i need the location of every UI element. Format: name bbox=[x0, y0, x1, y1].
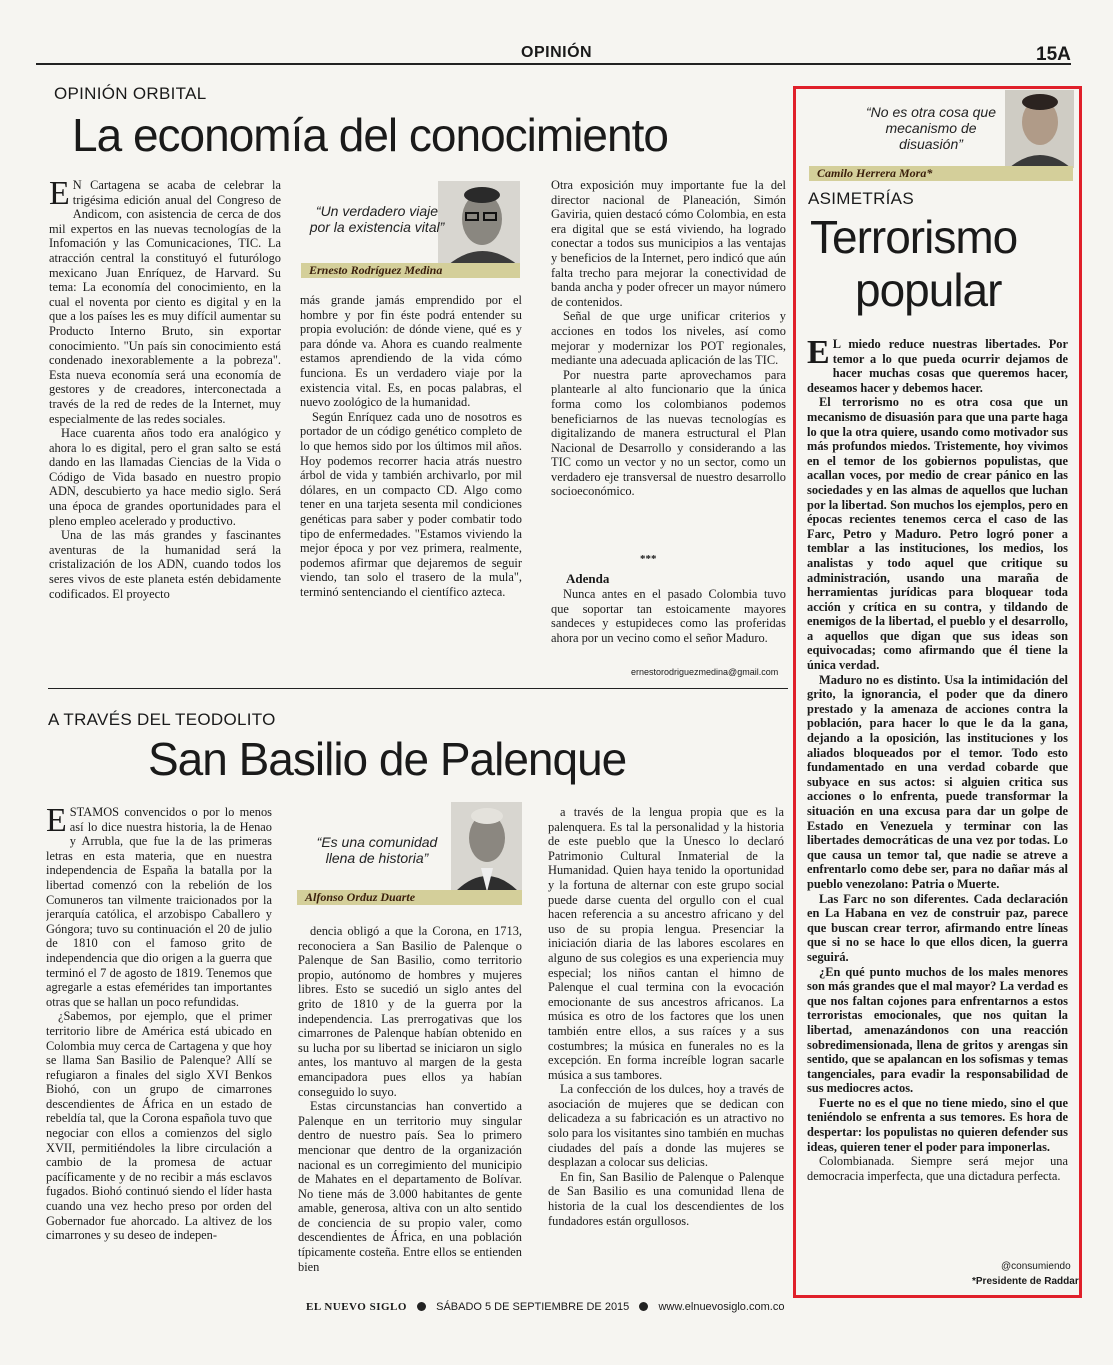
twitter-handle[interactable]: @consumiendo bbox=[1001, 1261, 1071, 1272]
article3-title-line1: Terrorismo bbox=[810, 211, 1018, 263]
footer-url[interactable]: www.elnuevosiglo.com.co bbox=[658, 1301, 785, 1313]
adenda-text: Nunca antes en el pasado Colombia tuvo que soportar tan estoicamente mayores sandeces y estupideces como las proferidas ahora por un vecino como el señor Maduro. bbox=[551, 587, 786, 645]
article3-body-paragraph: Fuerte no es el que no tiene miedo, sino el que teniéndolo se enfrenta a sus temores. Es hora de despertar: los populistas no quieren defender sus ideas, quieren tener el poder para imponerlas. bbox=[807, 1095, 1068, 1154]
article3-quote-box bbox=[809, 90, 1074, 182]
article-separator bbox=[48, 688, 788, 689]
article1-column-2-paragraph: más grande jamás emprendido por el hombre y por fin éste podrá entender su propia evolución: de dónde viene, qué es y para dónde va. Ahora es cuando realmente estamos aprendiendo de la vida cómo funciona. Es un verdadero viaje por la existencia vital. Es, en pocas palabras, el nuevo zoológico de la humanidad. bbox=[300, 293, 522, 410]
article1-kicker: OPINIÓN ORBITAL bbox=[54, 84, 207, 103]
author-footnote: *Presidente de Raddar bbox=[972, 1276, 1079, 1287]
article2-quote: “Es una comunidad llena de historia” bbox=[316, 834, 438, 866]
article3-body-paragraph: Colombianada. Siempre será mejor una democracia imperfecta, que una dictadura perfecta. bbox=[807, 1154, 1068, 1183]
article1-column-2 bbox=[300, 293, 522, 678]
article2-column-3-paragraph: a través de la lengua propia que es la palenquera. Es tal la personalidad y la historia de este pueblo que la Unesco lo declaró Patrimonio Cultural Inmaterial de la Humanidad. Quien haya tenido la oportunidad y la fortuna de alternar con este grupo social puede darse cuenta del orgullo con el cual hacen referencia a su ancestro africano y del uso de su propia lengua. Presenciar la iniciación diaria de las labores escolares en alguno de sus colegios es una experiencia muy especial; los niños cantan el himno de Palenque el cual termina con la evocación emocionante de sus ancestros africanos. La música es otro de los factores que los unen también entre ellos, a sus raíces y a sus costumbres; la música en funerales no es la excepción. En forma increíble logran sacarle música a sus tambores. bbox=[548, 805, 784, 1082]
article1-quote: “Un verdadero viaje por la existencia vital” bbox=[309, 203, 445, 235]
bullet-dot-icon bbox=[639, 1302, 648, 1311]
article3-kicker: ASIMETRÍAS bbox=[808, 189, 914, 208]
article3-body-paragraph: El terrorismo no es otra cosa que un mecanismo de disuasión para que una parte haga lo que la otra quiere, usando como motivador sus más profundos miedos. Tristemente, hoy vivimos en el temor de los gobiernos populistas, que acallan voces, por medio de crear pánico en las sociedades y en las almas de aquellos que luchan por la libertad. Son muchos los ejemplos, pero en épocas recientes tenemos cerca el caso de las Farc, Petro y Maduro. Petro logró poner a temblar a las instituciones, los medios, los analistas y todo aquel que critique su administración, usando una maraña de herramientas jurídicas para bloquear toda acción y crítica en su contra, y tildando de enemigos de la libertad, el pueblo y el desarrollo, a aquellos que digan que sus ideas son equivocadas; como afirmando que él tiene la única verdad. bbox=[807, 395, 1068, 673]
article3-body-paragraph: ¿En qué punto muchos de los males menores son más grandes que el mal mayor? La verdad es que nos faltan cojones para enfrentarnos a estos terroristas emocionales, que nos quitan la libertad, amenazándonos con una reacción sobredimensionada, llena de gritos y arengas sin sentido, que se apalancan en los sofismas y temas tangenciales, para evadir la responsabilidad de sus mediocres actos. bbox=[807, 964, 1068, 1096]
article2-title: San Basilio de Palenque bbox=[148, 733, 627, 785]
drop-cap: E bbox=[46, 805, 67, 839]
author-email[interactable]: ernestorodriguezmedina@gmail.com bbox=[631, 667, 779, 677]
article2-column-1-paragraph: ESTAMOS convencidos o por lo menos así lo dice nuestra historia, la de Henao y Arrubla, que fue la de las primeras letras en esta materia, que en nuestra independencia de España la batalla por la libertad comenzó con la rebelión de los Comuneros tan vilmente traicionados por la jerarquía católica, el arzobispo Caballero y Góngora; tuvo su continuación el 20 de julio de 1810 con el famoso grito de independencia que dio origen a la guerra que terminó el 7 de agosto de 1819. Tenemos que agregarle a estas efemérides tan importantes otras que se hallan un poco refundidas. bbox=[46, 805, 272, 1009]
article1-column-3-paragraph: Señal de que urge unificar criterios y acciones en todos los niveles, así como mejorar y modernizar los POT regionales, mediante una adecuada aplicación de las TIC. bbox=[551, 309, 786, 368]
article3-title-line2: popular bbox=[855, 264, 1002, 316]
article3-body-paragraph: Las Farc no son diferentes. Cada declaración en La Habana en vez de construir paz, parece que buscan crear terror, afirmando entre líneas que si no se hace lo que ellos dicen, la guerra seguirá. bbox=[807, 891, 1068, 964]
author-portrait bbox=[1005, 90, 1074, 168]
page-number: 15A bbox=[1036, 44, 1071, 65]
article2-column-2-paragraph: dencia obligó a que la Corona, en 1713, reconociera a San Basilio de Palenque o Palenque de San Basilio, como territorio propio, autónomo de hombres y mujeres libres. Esto se sucedió un siglo antes del grito de 1810 y de la guerra por la independencia. Las prerrogativas que los cimarrones de Palenque habían obtenido en su lucha por su libertad se iniciaron un siglo antes, los mantuvo al margen de la gesta emancipadora pues ellos ya habían conseguido lo suyo. bbox=[298, 924, 522, 1099]
article1-title: La economía del conocimiento bbox=[72, 109, 668, 161]
article1-column-1-paragraph: E N Cartagena se acaba de celebrar la trigésima edición anual del Congreso de Andicom, con asistencia de cerca de dos mil expertos en las nuevas tecnologías de la Infomación y las Comunicaciones, TIC. La atracción central la constituyó el futurólogo mexicano Juan Enríquez, de Harvard. Su tema: La economía del conocimiento, en la cual el noventa por ciento es digital y en la que a los países les es muy difícil aumentar su Producto Interno Bruto, sin exportar conocimiento. "Un país sin conocimiento está condenado inexorablemente a la pobreza". Esta nueva economía será una economía de gestores y de creadores, interconectada a través de la red de redes de la Internet, muy especialmente de las redes sociales. bbox=[49, 178, 281, 426]
header-rule bbox=[36, 63, 1071, 65]
section-label: OPINIÓN bbox=[521, 44, 593, 61]
article1-column-1 bbox=[49, 178, 281, 678]
article2-column-2-paragraph: Estas circunstancias han convertido a Palenque en un territorio muy singular dentro de nuestro país. Sea lo primero mencionar que dentro de la organización nacional es un corregimiento del municipio de Mahates en el departamento de Bolívar. No tiene más de 3.000 habitantes de gente amable, generosa, altiva con un alto sentido de conciencia de su propio valer, como descendientes de África, en una población típicamente costeña. Entre ellos se entienden bien bbox=[298, 1099, 522, 1274]
article1-column-3-paragraph: Otra exposición muy importante fue la del director nacional de Planeación, Simón Gaviria, quien destacó cómo Colombia, en esta era digital que se está viviendo, ha logrado conectar a todos sus municipios a las ventajas y beneficios de la Internet, pero indicó que aún falta trecho para mejorar la conectividad de banda ancha y poder ofrecer un mayor número de contenidos. bbox=[551, 178, 786, 309]
article3-body bbox=[807, 337, 1068, 1259]
article2-author: Alfonso Orduz Duarte bbox=[297, 890, 522, 905]
drop-cap: E bbox=[49, 178, 70, 212]
article2-column-1 bbox=[46, 805, 272, 1290]
footer-brand: EL NUEVO SIGLO bbox=[306, 1301, 407, 1313]
article3-body-paragraph: E L miedo reduce nuestras libertades. Por temor a lo que pueda ocurrir dejamos de hacer muchas cosas que queremos hacer, deseamos hacer y debemos hacer. bbox=[807, 337, 1068, 395]
author-portrait bbox=[438, 181, 520, 265]
article2-kicker: A TRAVÉS DEL TEODOLITO bbox=[48, 710, 276, 729]
article2-column-3 bbox=[548, 805, 784, 1290]
article2-column-1-paragraph: ¿Sabemos, por ejemplo, que el primer territorio libre de América está ubicado en Colombia muy cerca de Cartagena y que hoy se llama San Basilio de Palenque? Allí se refugiaron a finales del siglo XVI Benkos Biohó, con un grupo de cimarrones descendientes de África en un estado de rebeldía tal, que la Corona española tuvo que negociar con ellos a comienzos del siglo XVII, permitiéndoles la libre circulación a cambio de la promesa de actuar pacíficamente y de no recibir a más esclavos fugados. Biohó continuó siendo el líder hasta cuando una vez hecho preso por orden del Gobernador fue ahorcado. La altivez de los cimarrones y su deseo de indepen- bbox=[46, 1009, 272, 1243]
article3-body-paragraph: Maduro no es distinto. Usa la intimidación del grito, la ignorancia, el poder que da dinero prestado y la amenaza de acciones contra la población, para hacer lo que le da la gana, dejando a la oposición, las instituciones y los aliados bloqueados por el temor. Todo esto fundamentado en una verdad cobarde que subyace en sus actos: si alguien critica sus acciones o lo enfrenta, puede transformar la situación en una excusa para dar un golpe de Estado en Venezuela y terminar con las libertades democráticas de una vez por todas. Lo que causa un temor tal, que nadie se atreve a enfrentarlo como debe ser, para no dañar más al pueblo venezolano: Patria o Muerte. bbox=[807, 672, 1068, 891]
article1-column-1-paragraph: Una de las más grandes y fascinantes aventuras de la humanidad será la cristalización de los ADN, cuando todos los seres vivos de este planeta estén debidamente codificados. El proyecto bbox=[49, 528, 281, 601]
article1-author: Ernesto Rodríguez Medina bbox=[301, 263, 520, 278]
bullet-dot-icon bbox=[417, 1302, 426, 1311]
article1-column-3 bbox=[551, 178, 786, 571]
author-portrait bbox=[451, 802, 522, 892]
article1-column-3-paragraph: Por nuestra parte aprovechamos para plantearle al alto funcionario que la única forma como los colombianos podemos beneficiarnos de las nuevas tecnologías es digitalizando de manera estructural el Plan Nacional de Desarrollo y considerando a las TIC como un vector y no un sector, como un verdadero eje transversal de nuestro desarrollo socioeconómico. bbox=[551, 367, 786, 499]
drop-cap: E bbox=[807, 337, 830, 371]
adenda-title: Adenda bbox=[566, 571, 610, 586]
article3-quote: “No es otra cosa que mecanismo de disuasión” bbox=[866, 104, 996, 152]
article1-quote-box bbox=[301, 181, 520, 278]
stars-separator: *** bbox=[640, 553, 657, 565]
article2-column-2 bbox=[298, 924, 522, 1290]
article2-column-3-paragraph: La confección de los dulces, hoy a través de asociación de mujeres que se dedican con delicadeza a su fabricación es un atractivo no solo para los visitantes sino también en muchas ciudades del país a donde las mujeres se desplazan a colocar sus delicias. bbox=[548, 1082, 784, 1170]
article2-quote-box bbox=[297, 802, 522, 907]
article2-column-3-paragraph: En fin, San Basilio de Palenque o Palenque de San Basilio es una comunidad llena de historia de la cual los descendientes de los fundadores están orgullosos. bbox=[548, 1169, 784, 1228]
article1-column-1-paragraph: Hace cuarenta años todo era analógico y ahora lo es digital, pero el gran salto se está dando en las llamadas Ciencias de la Vida o Código de Vida basado en nuestro propio ADN, descubierto ya hace medio siglo. Será una época de grandes oportunidades para el pleno empleo acelerado y productivo. bbox=[49, 426, 281, 528]
article3-author: Camilo Herrera Mora* bbox=[809, 166, 1073, 181]
footer-date: SÁBADO 5 DE SEPTIEMBRE DE 2015 bbox=[436, 1301, 630, 1313]
article1-column-2-paragraph: Según Enríquez cada uno de nosotros es portador de un código genético completo de lo que hemos sido por los últimos mil años. Hoy podemos recorrer hacia atrás nuestro árbol de vida y también archivarlo, por mil dólares, en un compacto CD. Algo como tener en una tarjeta sesenta mil condiciones genéticas para saber y poder combatir todo tipo de enfermedades. "Estamos viviendo la mejor época y por vez primera, realmente, podemos afirmar que dejaremos de seguir viendo, tan solo el trasero de la mula", terminó sentenciando el científico azteca. bbox=[300, 409, 522, 599]
footer bbox=[306, 1295, 784, 1313]
